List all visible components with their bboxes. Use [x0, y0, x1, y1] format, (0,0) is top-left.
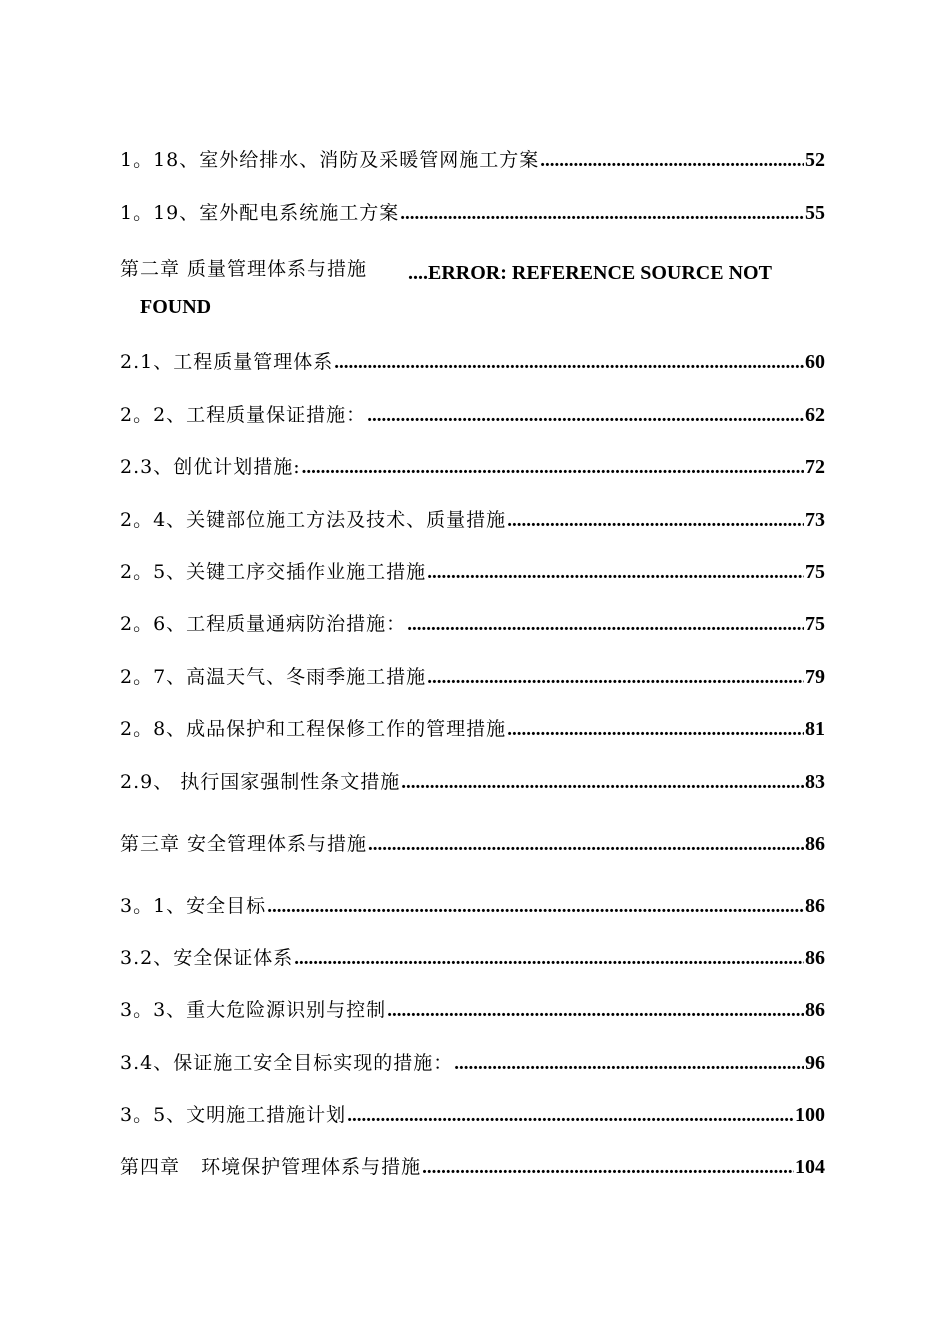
toc-entry-page: 86 — [805, 895, 825, 917]
toc-entry-page: 52 — [805, 149, 825, 171]
toc-leader-dots — [407, 614, 804, 636]
toc-leader-dots — [427, 667, 804, 689]
toc-leader-dots — [347, 1105, 794, 1127]
toc-entry-page: 75 — [805, 561, 825, 583]
toc-entry-title: 1。18、室外给排水、消防及采暖管网施工方案 — [120, 149, 540, 171]
toc-entry-title: 1。19、室外配电系统施工方案 — [120, 202, 400, 224]
toc-entry-page: 73 — [805, 509, 825, 531]
toc-error-text: ....ERROR: REFERENCE SOURCE NOT — [408, 262, 772, 284]
toc-entry[interactable] — [120, 826, 825, 856]
toc-entry[interactable] — [120, 888, 825, 918]
toc-leader-dots — [368, 834, 804, 856]
toc-entry-title: 第四章 环境保护管理体系与措施 — [120, 1156, 422, 1178]
toc-leader-dots — [367, 405, 804, 427]
toc-entry-title: 3。5、文明施工措施计划 — [120, 1104, 347, 1126]
toc-entry-title: 3.2、安全保证体系 — [120, 947, 294, 969]
toc-entry[interactable] — [120, 142, 825, 172]
toc-entry[interactable] — [120, 449, 825, 479]
toc-entry[interactable] — [120, 1149, 825, 1179]
toc-entry-page: 100 — [795, 1104, 825, 1126]
toc-entry-title: 2。6、工程质量通病防治措施： — [120, 613, 407, 635]
toc-entry[interactable] — [120, 711, 825, 741]
toc-entry[interactable] — [120, 606, 825, 636]
toc-entry[interactable] — [120, 764, 825, 794]
toc-entry[interactable] — [120, 502, 825, 532]
toc-entry-title: 第三章 安全管理体系与措施 — [120, 833, 368, 855]
toc-entry-page: 104 — [795, 1156, 825, 1178]
toc-entry-title: 3。3、重大危险源识别与控制 — [120, 999, 387, 1021]
toc-entry[interactable] — [120, 554, 825, 584]
toc-entry-page: 81 — [805, 718, 825, 740]
toc-entry-page: 75 — [805, 613, 825, 635]
toc-entry-title: 3。1、安全目标 — [120, 895, 267, 917]
toc-entry-page: 62 — [805, 404, 825, 426]
toc-entry[interactable] — [120, 344, 825, 374]
toc-entry-page: 72 — [805, 456, 825, 478]
toc-entry-page: 83 — [805, 771, 825, 793]
toc-leader-dots — [387, 1000, 804, 1022]
toc-entry[interactable] — [120, 992, 825, 1022]
toc-entry[interactable] — [120, 659, 825, 689]
toc-leader-dots — [507, 719, 804, 741]
toc-leader-dots — [294, 948, 804, 970]
toc-entry-title: 2。4、关键部位施工方法及技术、质量措施 — [120, 509, 507, 531]
toc-entry-title: 3.4、保证施工安全目标实现的措施： — [120, 1052, 454, 1074]
toc-entry-page: 79 — [805, 666, 825, 688]
toc-entry-page: 86 — [805, 833, 825, 855]
toc-entry-title: 2.9、 执行国家强制性条文措施 — [120, 771, 401, 793]
toc-entry-title: 2。5、关键工序交插作业施工措施 — [120, 561, 427, 583]
toc-entry-title: 2.1、工程质量管理体系 — [120, 351, 334, 373]
toc-leader-dots — [267, 896, 804, 918]
toc-entry-page: 55 — [805, 202, 825, 224]
toc-leader-dots — [507, 510, 804, 532]
toc-entry[interactable] — [120, 397, 825, 427]
toc-entry-page: 86 — [805, 999, 825, 1021]
toc-entry-title: 2。2、工程质量保证措施： — [120, 404, 367, 426]
toc-leader-dots — [422, 1157, 794, 1179]
toc-entry[interactable] — [120, 1045, 825, 1075]
toc-leader-dots — [454, 1053, 804, 1075]
toc-leader-dots — [427, 562, 804, 584]
toc-entry[interactable] — [120, 1097, 825, 1127]
toc-leader-dots — [400, 203, 804, 225]
toc-entry[interactable] — [120, 940, 825, 970]
toc-entry-page: 86 — [805, 947, 825, 969]
toc-entry[interactable] — [120, 195, 825, 225]
toc-entry-title: 2.3、创优计划措施: — [120, 456, 301, 478]
toc-entry-page: 96 — [805, 1052, 825, 1074]
toc-chapter2-title: 第二章 质量管理体系与措施 — [120, 258, 368, 280]
toc-leader-dots — [401, 772, 804, 794]
toc-entry-title: 2。7、高温天气、冬雨季施工措施 — [120, 666, 427, 688]
toc-leader-dots — [302, 457, 804, 479]
toc-leader-dots — [334, 352, 804, 374]
toc-leader-dots — [540, 150, 804, 172]
toc-entry-page: 60 — [805, 351, 825, 373]
toc-entry-title: 2。8、成品保护和工程保修工作的管理措施 — [120, 718, 507, 740]
toc-error-text-continued: FOUND — [140, 296, 212, 318]
